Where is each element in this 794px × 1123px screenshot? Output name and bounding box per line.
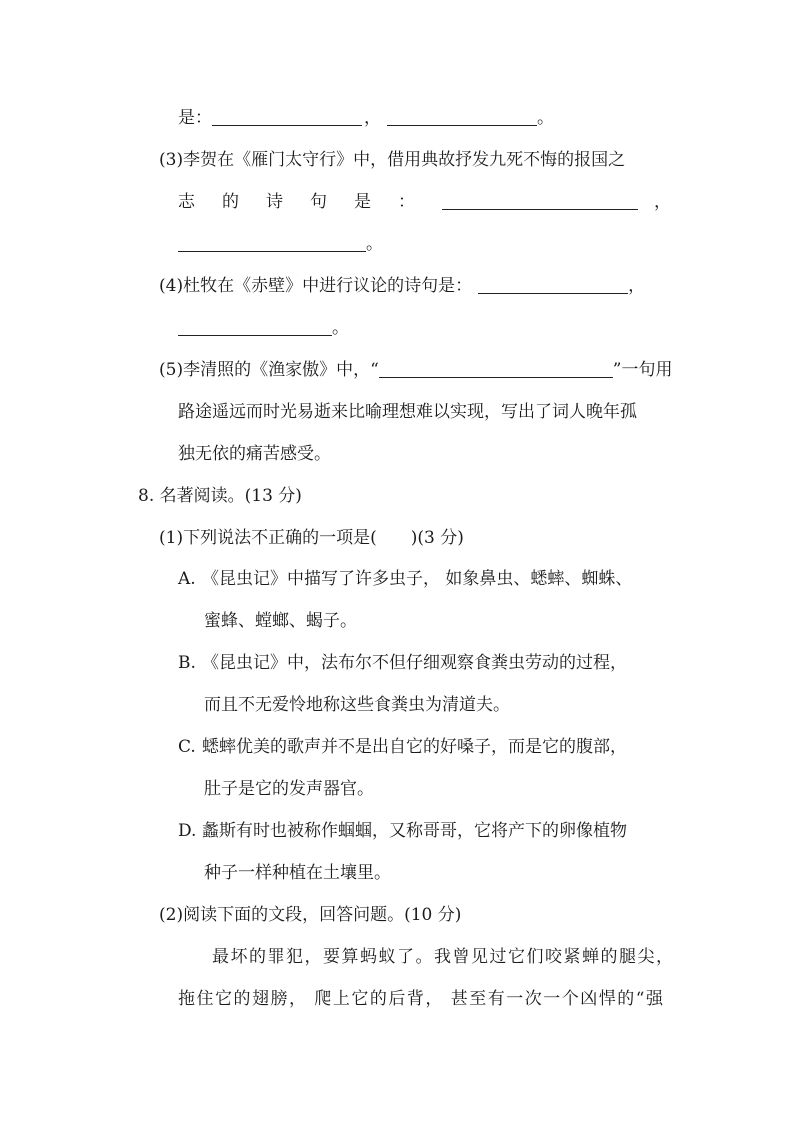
item-text: 路途遥远而时光易逝来比喻理想难以实现，写出了词人晚年孤 [178, 402, 637, 422]
answer-blank[interactable] [387, 108, 537, 126]
option-text: 种子一样种植在土壤里。 [204, 863, 391, 883]
passage-line1 [212, 947, 675, 967]
punct-comma: ， [364, 108, 381, 128]
punct-period: 。 [537, 108, 554, 128]
item-text: 杜牧在《赤壁》中进行议论的诗句是： [183, 276, 473, 296]
option-text: 而且不无爱怜地称这些食粪虫为清道夫。 [204, 695, 510, 715]
option-label: B. [178, 653, 196, 673]
passage-text: 最坏的罪犯，要算蚂蚁了。我曾见过它们咬紧蝉的腿尖， [212, 947, 675, 967]
spread-char: 志 [178, 192, 195, 212]
item-number: (5) [159, 360, 184, 380]
q7-item5-line2 [178, 402, 637, 422]
answer-blank[interactable] [442, 192, 638, 210]
answer-blank[interactable] [379, 360, 613, 378]
item-text: 独无依的痛苦感受。 [178, 444, 331, 464]
q7-item3-line1 [159, 150, 625, 170]
option-c-line1[interactable] [178, 737, 627, 757]
punct-period: 。 [366, 234, 383, 254]
item-text: 李贺在《雁门太守行》中，借用典故抒发九死不悔的报国之 [183, 150, 626, 170]
answer-blank[interactable] [178, 318, 332, 336]
passage-line2 [178, 989, 665, 1009]
option-text: 肚子是它的发声器官。 [204, 779, 374, 799]
q7-item4-line1 [159, 276, 645, 296]
option-a-line2 [204, 611, 357, 631]
q7-item3-line3 [178, 234, 383, 254]
answer-blank[interactable] [478, 276, 628, 294]
item-text: 阅读下面的文段，回答问题。(10 分) [183, 905, 462, 925]
option-d-line2 [204, 863, 391, 883]
punct-comma: ， [654, 192, 671, 212]
option-text: 《昆虫记》中描写了许多虫子， 如象鼻虫、蟋蟀、蜘蛛、 [202, 569, 633, 589]
option-label: D. [178, 821, 197, 841]
item-text: 下列说法不正确的一项是( )(3 分) [183, 528, 464, 548]
item-number: (4) [159, 276, 184, 296]
option-text: 蟋蟀优美的歌声并不是出自它的好嗓子，而是它的腹部， [202, 737, 627, 757]
punct-period: 。 [332, 318, 349, 338]
option-text: 《昆虫记》中，法布尔不但仔细观察食粪虫劳动的过程， [202, 653, 627, 673]
q8-sub1-stem [159, 528, 464, 548]
q8-title [138, 486, 302, 506]
spread-char: 句 [310, 192, 327, 212]
option-d-line1[interactable] [178, 821, 627, 841]
option-label: A. [178, 569, 196, 589]
answer-blank[interactable] [212, 108, 362, 126]
option-a-line1[interactable] [178, 569, 632, 589]
spread-char: 诗 [266, 192, 283, 212]
option-text: 蜜蜂、螳螂、蝎子。 [204, 611, 357, 631]
item-number: (2) [159, 905, 184, 925]
punct-comma: ， [628, 276, 646, 296]
option-c-line2 [204, 779, 374, 799]
item-number: (3) [159, 150, 184, 170]
item-number: (1) [159, 528, 184, 548]
spread-char: 是 [354, 192, 371, 212]
spread-char: 的 [222, 192, 239, 212]
option-b-line2 [204, 695, 510, 715]
question-title: 8. 名著阅读。(13 分) [138, 486, 302, 506]
q7-item5-line1 [159, 360, 673, 380]
passage-text: 拖住它的翅膀， 爬上它的后背， 甚至有一次一个凶悍的“强 [178, 989, 665, 1009]
item-text: 李清照的《渔家傲》中，“ [183, 360, 379, 380]
q7-item2-answer-line [178, 108, 554, 128]
answer-prefix: 是： [178, 108, 212, 128]
item-text: ”一句用 [612, 360, 673, 380]
q7-item5-line3 [178, 444, 331, 464]
q8-sub2-stem [159, 905, 461, 925]
spread-char: ： [398, 192, 415, 212]
answer-blank[interactable] [178, 234, 366, 252]
option-b-line1[interactable] [178, 653, 627, 673]
option-label: C. [178, 737, 196, 757]
q7-item4-line2 [178, 318, 349, 338]
option-text: 蠡斯有时也被称作蝈蝈，又称哥哥，它将产下的卵像植物 [202, 821, 627, 841]
